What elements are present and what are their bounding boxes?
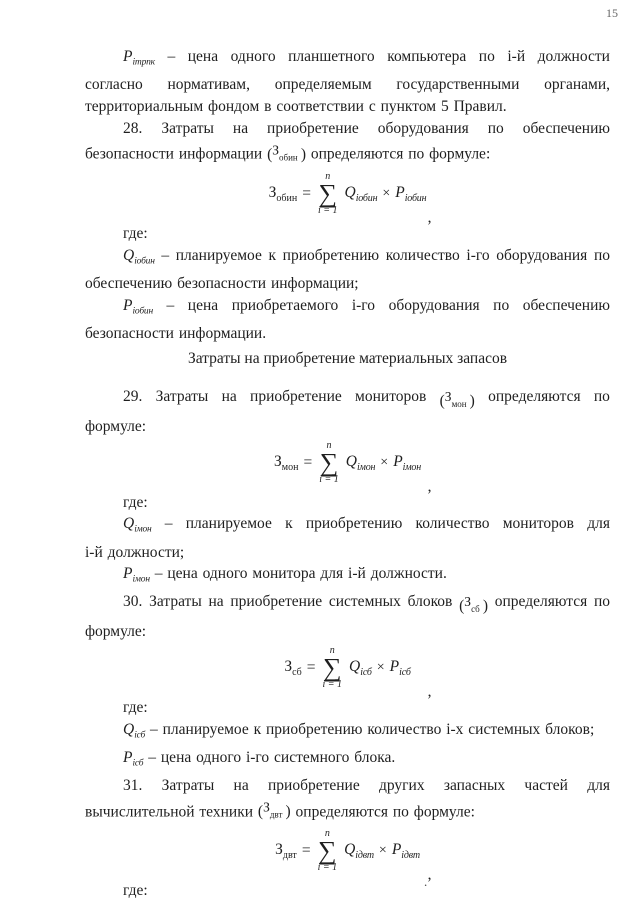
word: – <box>164 515 173 533</box>
term-base: P <box>393 452 403 470</box>
word: 28. <box>123 119 143 137</box>
formula-row <box>275 829 420 873</box>
word: одного <box>230 48 276 65</box>
word: вычислительной <box>85 803 195 821</box>
word: определяемым <box>274 76 372 94</box>
text-line <box>85 245 610 273</box>
equals-sign: = <box>301 842 311 860</box>
variable-subscript: iсб <box>134 730 146 741</box>
where-label: где: <box>123 698 148 716</box>
word: i-го <box>466 246 490 264</box>
equals-sign: = <box>302 185 311 203</box>
word: обеспечению <box>522 296 610 314</box>
word: безопасности <box>177 274 267 292</box>
equals-sign: = <box>303 453 313 471</box>
close-paren: ) <box>466 392 475 410</box>
word: i-х <box>446 720 464 738</box>
formula-row <box>274 441 421 485</box>
word: по <box>593 388 610 406</box>
word: запасных <box>443 776 506 794</box>
variable-base: P <box>123 748 133 766</box>
word: Затраты <box>161 776 215 794</box>
word: – <box>167 48 176 65</box>
formula <box>85 171 610 227</box>
word: системных <box>468 720 541 738</box>
formula <box>85 644 610 700</box>
variable-subscript: iмон <box>134 524 152 535</box>
word: пунктом <box>380 97 437 115</box>
word: Затраты <box>161 119 214 137</box>
variable-base: Q <box>123 720 135 738</box>
multiply-sign: × <box>380 454 389 470</box>
word: приобретение <box>267 776 360 794</box>
word: одного <box>196 748 242 766</box>
word: – <box>148 748 157 766</box>
sum-upper-limit: n <box>325 171 331 183</box>
word: формуле: <box>429 145 491 163</box>
term-subscript: iдвт <box>355 850 374 862</box>
word: информации; <box>270 274 359 292</box>
variable-with-subscript <box>123 565 150 585</box>
word: планируемое <box>175 246 262 264</box>
word: информации. <box>178 324 267 342</box>
word: одного <box>202 565 248 583</box>
text-line <box>85 74 610 96</box>
word: к <box>253 720 262 738</box>
inline-formula-ref <box>440 386 475 416</box>
word: i-го <box>245 748 270 766</box>
formula-q-term <box>344 184 377 204</box>
formula <box>85 828 610 884</box>
word: i-й <box>348 565 366 583</box>
word: согласно <box>85 76 143 94</box>
word: для <box>320 565 344 583</box>
sigma-icon: ∑ <box>318 836 337 866</box>
formula-symbol: З <box>263 799 270 815</box>
text-line <box>85 416 610 438</box>
word: i-го <box>351 296 376 314</box>
word: количество <box>367 720 442 738</box>
term-base: Q <box>344 841 356 859</box>
term-base: Q <box>344 184 356 202</box>
word: формуле: <box>85 623 147 641</box>
where-label: где: <box>123 882 148 900</box>
word: 31. <box>123 776 143 794</box>
word: к <box>285 515 293 533</box>
word: с <box>368 97 376 115</box>
term-subscript: iсб <box>399 666 411 678</box>
term-subscript: iобин <box>355 193 378 205</box>
text-line <box>85 139 610 169</box>
open-paren: ( <box>267 145 273 163</box>
multiply-sign: × <box>378 843 387 859</box>
term-base: P <box>389 657 400 675</box>
word: приобретение <box>230 593 323 611</box>
word: мониторов <box>502 515 575 533</box>
word: блоков <box>407 593 453 611</box>
word: на <box>233 776 249 794</box>
word: органами, <box>544 76 610 94</box>
formula-q-term <box>349 658 372 678</box>
word: соответствии <box>276 97 364 115</box>
formula-q-term <box>344 841 374 861</box>
word: информации <box>178 145 263 163</box>
term-subscript: iмон <box>356 461 376 473</box>
where-label: где: <box>123 493 148 511</box>
text-line <box>85 118 610 140</box>
word: по <box>487 119 504 137</box>
open-paren: ( <box>439 392 445 410</box>
word: определяются <box>488 388 581 406</box>
word: i-й <box>507 48 526 65</box>
word: цена <box>160 748 192 766</box>
word: должности. <box>370 565 447 583</box>
term-base: З <box>268 184 277 202</box>
sigma-sum <box>318 172 338 216</box>
word: приобретаемого <box>231 296 339 314</box>
term-base: З <box>275 841 283 859</box>
paragraph <box>85 747 610 775</box>
word: цена <box>167 565 198 583</box>
word: фондом <box>208 97 260 115</box>
formula-symbol-subscript: сб <box>471 604 480 615</box>
formula-lhs <box>284 658 301 678</box>
sum-upper-limit: n <box>329 644 335 656</box>
open-paren: ( <box>257 803 264 821</box>
equals-sign: = <box>306 658 316 676</box>
text-line <box>85 386 610 416</box>
term-base: Q <box>345 452 357 470</box>
paragraph <box>85 591 610 642</box>
sum-lower-limit: i = 1 <box>317 862 338 874</box>
word: на <box>208 593 224 611</box>
word: приобретению <box>282 246 380 264</box>
word: Правил. <box>453 97 507 115</box>
paragraph <box>85 118 610 169</box>
term-subscript: обин <box>276 193 298 205</box>
formula-p-term <box>393 453 421 473</box>
word: компьютера <box>387 48 467 65</box>
word: Затраты <box>155 388 209 406</box>
text-line <box>85 747 610 775</box>
term-base: З <box>284 657 293 675</box>
word: формуле: <box>85 417 147 435</box>
formula-lhs <box>274 453 298 473</box>
word: системных <box>328 593 401 611</box>
section-heading: Затраты на приобретение материальных запасов <box>187 349 508 367</box>
word: по <box>493 296 510 314</box>
inline-formula-ref <box>459 591 488 621</box>
paragraph <box>85 719 610 747</box>
word: определяются <box>310 145 404 163</box>
word: 30. <box>123 593 143 611</box>
formula-lhs <box>269 184 298 204</box>
multiply-sign: × <box>376 659 385 675</box>
sum-upper-limit: n <box>326 439 332 451</box>
sum-lower-limit: i = 1 <box>317 205 338 217</box>
word: на <box>221 388 237 406</box>
paragraph <box>85 513 610 563</box>
text-line <box>85 46 610 74</box>
word: безопасности <box>85 145 174 163</box>
word: 29. <box>123 388 143 406</box>
word: приобретению <box>305 515 403 533</box>
term-subscript: iсб <box>360 666 372 678</box>
formula-symbol: З <box>464 594 472 610</box>
formula-comma: , <box>427 682 432 700</box>
sigma-icon: ∑ <box>319 447 339 477</box>
variable-with-subscript <box>123 513 152 541</box>
word: должности <box>537 48 610 65</box>
where-label: где: <box>123 225 148 243</box>
text-line <box>85 542 610 564</box>
variable-base: Q <box>123 246 135 264</box>
text-line <box>85 591 610 621</box>
paragraph <box>85 46 610 118</box>
word: по <box>408 145 425 163</box>
formula-symbol-subscript: мон <box>451 399 467 410</box>
sigma-sum <box>323 646 343 690</box>
word: безопасности <box>85 324 174 342</box>
formula-symbol: З <box>444 389 452 405</box>
close-paren: ) <box>479 597 489 615</box>
variable-subscript: iобин <box>132 306 153 317</box>
formula-symbol: З <box>272 142 280 158</box>
term-subscript: iмон <box>402 461 421 473</box>
word: обеспечению <box>85 274 173 292</box>
stray-dot: . <box>424 874 428 889</box>
formula-q-term <box>346 453 376 473</box>
word: обеспечению <box>522 119 610 137</box>
text-line <box>85 96 610 118</box>
inline-formula-ref <box>267 142 307 163</box>
variable-base: Q <box>123 515 135 533</box>
word: – <box>166 296 175 314</box>
close-paren: ) <box>297 145 307 163</box>
text-line <box>85 797 610 827</box>
term-subscript: iобин <box>404 193 427 205</box>
sum-lower-limit: i = 1 <box>319 473 339 485</box>
word: техники <box>199 803 254 821</box>
text-line <box>85 563 610 591</box>
formula-comma: , <box>427 477 432 495</box>
word: – <box>161 246 170 264</box>
formula-row <box>284 646 410 690</box>
word: частей <box>524 776 568 794</box>
word: цена <box>187 48 219 65</box>
variable-subscript: iтрпк <box>132 57 155 68</box>
word: количество <box>415 515 490 533</box>
word: в <box>264 97 272 115</box>
word: оборудования <box>388 296 480 314</box>
text-line <box>85 295 610 323</box>
text-line <box>85 273 610 295</box>
formula-symbol-subscript: обин <box>279 152 298 163</box>
term-base: P <box>391 841 402 859</box>
term-base: З <box>274 452 282 470</box>
variable-base: P <box>123 296 133 314</box>
word: по <box>478 48 495 65</box>
paragraph <box>85 386 610 437</box>
formula <box>85 439 610 495</box>
word: территориальным <box>85 97 204 115</box>
inline-formula-ref <box>257 799 291 821</box>
sum-lower-limit: i = 1 <box>322 678 343 690</box>
word: определяются <box>494 593 588 611</box>
word: оборудования <box>377 119 469 137</box>
term-subscript: iдвт <box>401 850 420 862</box>
word: для <box>587 776 610 794</box>
word: приобретению <box>266 720 363 738</box>
word: для <box>587 515 610 533</box>
formula-comma: , <box>427 866 432 884</box>
open-paren: ( <box>459 597 465 615</box>
word: по <box>392 803 409 821</box>
word: планшетного <box>288 48 375 65</box>
text-line <box>85 513 610 541</box>
variable-with-subscript <box>123 748 144 769</box>
word: приобретение <box>267 119 359 137</box>
text-line <box>85 775 610 797</box>
word: определяются <box>295 803 388 821</box>
word: 5 <box>440 97 449 115</box>
text-line <box>85 621 610 643</box>
word: цена <box>187 296 219 314</box>
word: по <box>593 246 610 264</box>
word: других <box>378 776 425 794</box>
paragraph <box>85 775 610 826</box>
word: на <box>232 119 249 137</box>
variable-subscript: iмон <box>132 574 150 585</box>
close-paren: ) <box>282 803 291 821</box>
sigma-sum <box>318 829 338 873</box>
word: планируемое <box>162 720 249 738</box>
variable-base: P <box>123 565 133 583</box>
word: оборудования <box>496 246 588 264</box>
formula-p-term <box>390 658 411 678</box>
word: мониторов <box>355 388 427 406</box>
word: по <box>593 593 610 611</box>
word: системного <box>274 748 350 766</box>
word: – <box>150 720 158 738</box>
term-base: Q <box>349 657 361 675</box>
word: монитора <box>252 565 316 583</box>
word: количество <box>385 246 460 264</box>
paragraph <box>85 245 610 295</box>
paragraph <box>85 563 610 591</box>
word: должности; <box>107 543 185 561</box>
word: формуле: <box>413 803 475 821</box>
word: Затраты <box>149 593 202 611</box>
text-line <box>85 719 610 747</box>
term-base: P <box>395 184 405 202</box>
formula-symbol-subscript: двт <box>269 809 283 820</box>
page-number: 15 <box>606 6 618 20</box>
word: приобретение <box>250 388 342 406</box>
variable-base: P <box>123 48 133 65</box>
text-line <box>85 323 610 345</box>
paragraph <box>85 295 610 345</box>
variable-with-subscript <box>123 295 153 323</box>
term-subscript: мон <box>281 461 299 473</box>
multiply-sign: × <box>382 186 391 202</box>
sum-upper-limit: n <box>324 828 330 840</box>
term-subscript: сб <box>292 666 302 678</box>
word: блоков; <box>545 720 595 738</box>
variable-with-subscript <box>123 720 146 741</box>
sigma-sum <box>319 441 339 485</box>
variable-with-subscript <box>123 245 155 273</box>
word: к <box>268 246 277 264</box>
word: государственными <box>396 76 520 94</box>
sigma-icon: ∑ <box>318 179 337 209</box>
word: нормативам, <box>167 76 250 94</box>
formula-row <box>269 172 427 216</box>
term-subscript: двт <box>282 850 297 862</box>
sigma-icon: ∑ <box>323 652 342 682</box>
formula-comma: , <box>427 209 432 227</box>
variable-with-subscript <box>123 46 155 74</box>
word: блока. <box>354 748 396 766</box>
formula-lhs <box>275 841 297 861</box>
document-content <box>85 46 610 902</box>
variable-subscript: iобин <box>134 256 155 267</box>
word: планируемое <box>185 515 272 533</box>
word: – <box>154 565 163 583</box>
formula-p-term <box>395 184 426 204</box>
word: i-й <box>85 543 103 561</box>
formula-p-term <box>392 841 420 861</box>
variable-subscript: iсб <box>132 758 144 769</box>
